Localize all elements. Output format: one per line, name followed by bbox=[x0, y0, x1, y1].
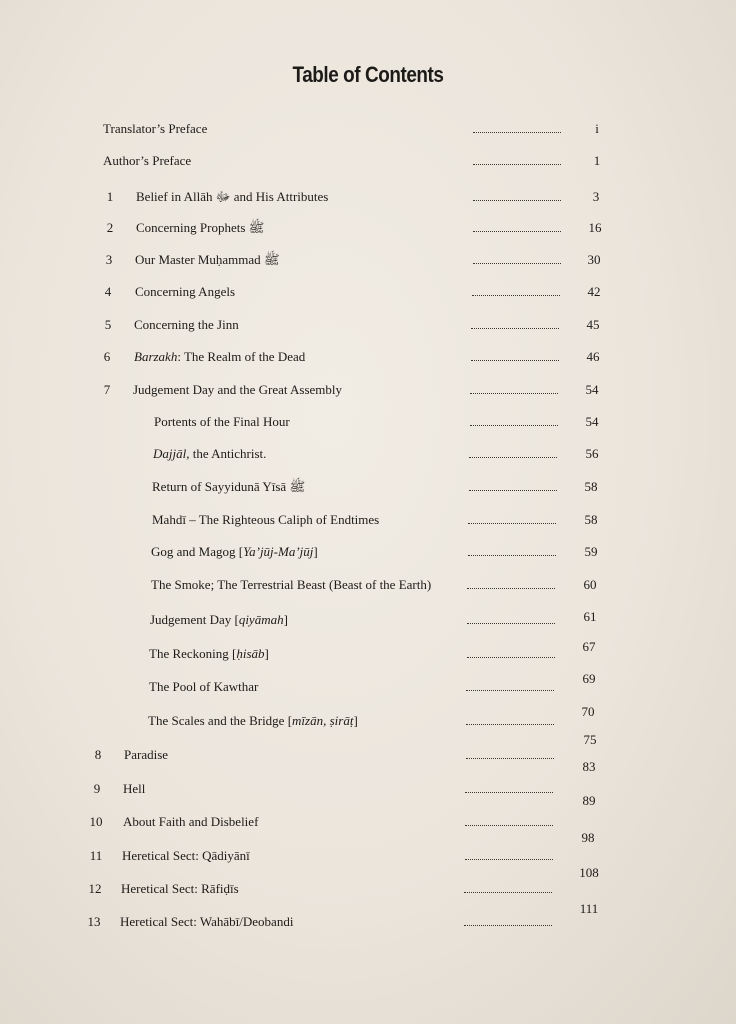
toc-entry bbox=[0, 411, 736, 433]
entry-title: Belief in Allāh ﷻ and His Attributes bbox=[136, 189, 329, 204]
chapter-number: 9 bbox=[93, 781, 101, 796]
page-number: 111 bbox=[579, 901, 599, 916]
page-number: i bbox=[595, 121, 599, 136]
entry-title: The Smoke; The Terrestrial Beast (Beast of the Earth) bbox=[151, 577, 432, 592]
page-number: 46 bbox=[586, 349, 600, 364]
toc-entry bbox=[0, 249, 736, 271]
toc-entry bbox=[0, 443, 736, 465]
toc-entry bbox=[0, 379, 736, 401]
toc-entry bbox=[0, 901, 736, 933]
chapter-number: 7 bbox=[103, 382, 111, 397]
chapter-number: 13 bbox=[87, 914, 101, 929]
dot-leader bbox=[473, 131, 561, 133]
page-number: 98 bbox=[581, 830, 595, 845]
page-number: 1 bbox=[593, 153, 601, 168]
page-number: 42 bbox=[587, 284, 601, 299]
toc-entry bbox=[0, 509, 736, 531]
entry-title: Heretical Sect: Qādiyānī bbox=[122, 848, 250, 863]
toc-entry bbox=[0, 541, 736, 563]
dot-leader bbox=[473, 163, 561, 165]
dot-leader bbox=[468, 522, 556, 524]
toc-entry bbox=[0, 830, 736, 867]
toc-entry bbox=[0, 732, 736, 766]
page-number: 58 bbox=[584, 512, 598, 527]
toc-entry bbox=[0, 150, 736, 172]
entry-title: Mahdī – The Righteous Caliph of Endtimes bbox=[152, 512, 380, 527]
toc-entry bbox=[0, 118, 736, 140]
toc-entry bbox=[0, 186, 736, 208]
chapter-number: 1 bbox=[106, 189, 114, 204]
dot-leader bbox=[466, 757, 554, 759]
dot-leader bbox=[473, 262, 561, 264]
page-number: 54 bbox=[585, 382, 599, 397]
toc-entry bbox=[0, 704, 736, 732]
page-number: 108 bbox=[579, 865, 599, 880]
chapter-number: 6 bbox=[103, 349, 111, 364]
chapter-number: 8 bbox=[94, 747, 102, 762]
entry-title: Judgement Day [qiyāmah] bbox=[150, 612, 288, 627]
dot-leader bbox=[464, 924, 552, 926]
entry-title: About Faith and Disbelief bbox=[123, 814, 259, 829]
toc-entry bbox=[0, 314, 736, 336]
chapter-number: 11 bbox=[89, 848, 103, 863]
dot-leader bbox=[467, 587, 555, 589]
entry-title: Dajjāl, the Antichrist. bbox=[153, 446, 267, 461]
dot-leader bbox=[473, 199, 561, 201]
page-number: 3 bbox=[592, 189, 600, 204]
entry-title: Our Master Muḥammad ﷺ bbox=[135, 252, 280, 267]
page-number: 59 bbox=[584, 544, 598, 559]
page-number: 56 bbox=[585, 446, 599, 461]
entry-title: Portents of the Final Hour bbox=[154, 414, 290, 429]
page-number: 30 bbox=[587, 252, 601, 267]
dot-leader bbox=[465, 858, 553, 860]
dot-leader bbox=[470, 392, 558, 394]
entry-title: Translator’s Preface bbox=[103, 121, 208, 136]
entry-title: Gog and Magog [Ya’jūj-Ma’jūj] bbox=[151, 544, 318, 559]
chapter-number: 4 bbox=[104, 284, 112, 299]
dot-leader bbox=[464, 891, 552, 893]
entry-title: Heretical Sect: Wahābī/Deobandi bbox=[120, 914, 294, 929]
chapter-number: 3 bbox=[105, 252, 113, 267]
dot-leader bbox=[468, 554, 556, 556]
entry-title: The Scales and the Bridge [mīzān, ṣirāṭ] bbox=[148, 713, 358, 728]
page-number: 54 bbox=[585, 414, 599, 429]
toc-entry bbox=[0, 609, 736, 631]
page-number: 61 bbox=[583, 609, 597, 624]
entry-title: Judgement Day and the Great Assembly bbox=[133, 382, 343, 397]
entry-title: Heretical Sect: Rāfiḍīs bbox=[121, 881, 239, 896]
chapter-number: 2 bbox=[106, 220, 114, 235]
page-title: Table of Contents bbox=[292, 62, 444, 87]
dot-leader bbox=[473, 230, 561, 232]
entry-title: The Pool of Kawthar bbox=[149, 679, 259, 694]
page-number: 67 bbox=[582, 639, 596, 654]
dot-leader bbox=[466, 723, 554, 725]
page-number: 60 bbox=[583, 577, 597, 592]
toc-entry bbox=[0, 574, 736, 596]
toc-entry bbox=[0, 217, 736, 239]
dot-leader bbox=[472, 294, 560, 296]
dot-leader bbox=[469, 456, 557, 458]
entry-title: Return of Sayyidunā Yīsā ﷺ bbox=[152, 479, 306, 494]
dot-leader bbox=[469, 489, 557, 491]
dot-leader bbox=[471, 327, 559, 329]
toc-entry bbox=[0, 281, 736, 303]
page-number: 83 bbox=[582, 759, 596, 774]
entry-title: Author’s Preface bbox=[103, 153, 192, 168]
page-number: 69 bbox=[582, 671, 596, 686]
toc-entry bbox=[0, 865, 736, 900]
page-number: 70 bbox=[581, 704, 595, 719]
toc-entry bbox=[0, 671, 736, 698]
entry-title: Paradise bbox=[124, 747, 169, 762]
dot-leader bbox=[467, 622, 555, 624]
entry-title: The Reckoning [ḥisāb] bbox=[149, 646, 269, 661]
toc-entry bbox=[0, 639, 736, 665]
page-number: 58 bbox=[584, 479, 598, 494]
chapter-number: 5 bbox=[104, 317, 112, 332]
dot-leader bbox=[471, 359, 559, 361]
page-number: 16 bbox=[588, 220, 602, 235]
toc-entry bbox=[0, 476, 736, 498]
entry-title: Barzakh: The Realm of the Dead bbox=[134, 349, 306, 364]
entry-title: Concerning the Jinn bbox=[134, 317, 239, 332]
dot-leader bbox=[466, 689, 554, 691]
dot-leader bbox=[467, 656, 555, 658]
dot-leader bbox=[465, 791, 553, 793]
page-number: 75 bbox=[583, 732, 597, 747]
chapter-number: 12 bbox=[88, 881, 102, 896]
entry-title: Concerning Prophets ﷺ bbox=[136, 220, 265, 235]
page-number: 45 bbox=[586, 317, 600, 332]
toc-entry bbox=[0, 346, 736, 368]
page-number: 89 bbox=[582, 793, 596, 808]
entry-title: Hell bbox=[123, 781, 146, 796]
dot-leader bbox=[470, 424, 558, 426]
toc-entry bbox=[0, 759, 736, 800]
chapter-number: 10 bbox=[89, 814, 103, 829]
toc-entry bbox=[0, 793, 736, 833]
dot-leader bbox=[465, 824, 553, 826]
entry-title: Concerning Angels bbox=[135, 284, 236, 299]
